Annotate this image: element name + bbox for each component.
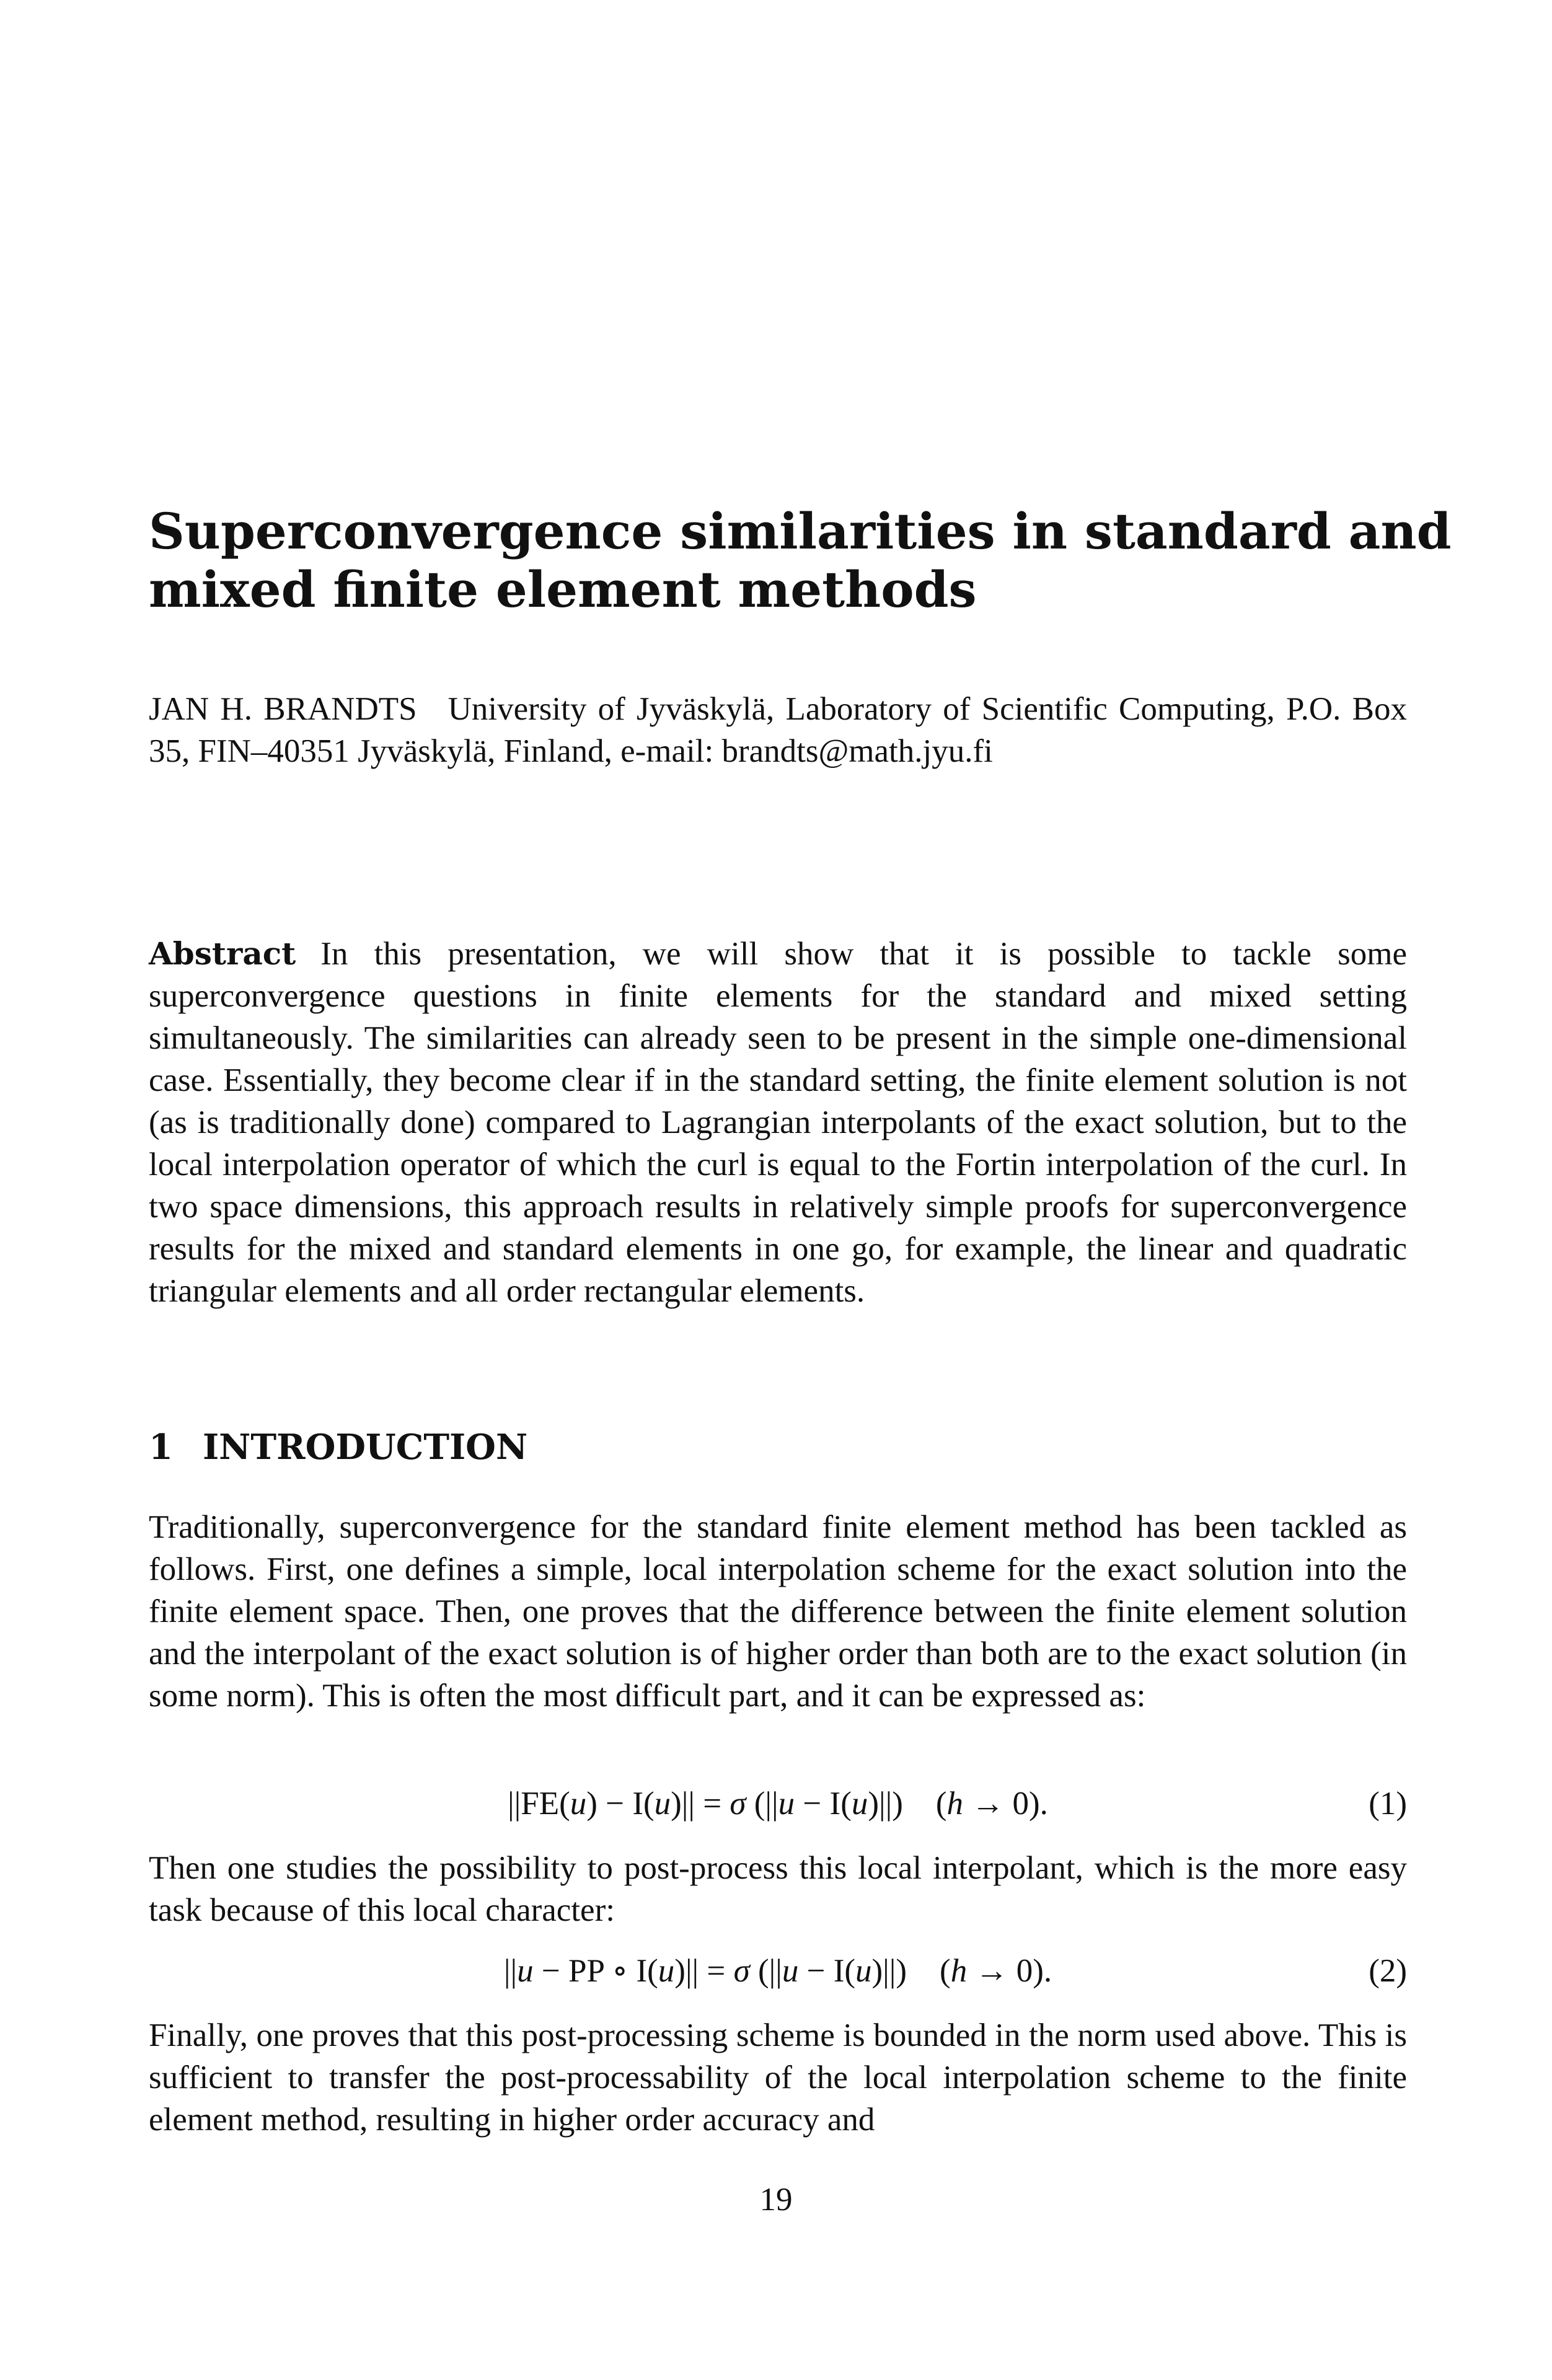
- equation-2: [149, 1950, 1407, 1992]
- abstract-text: In this presentation, we will show that it is possible to tackle some superconvergence questions in finite elements for the standard and mixed setting simultaneously. The similarities can already seen to be present in the simple one-dimensional case. Essentially, they become clear if in the standard setting, the finite element solution is not (as is traditionally done) compared to Lagrangian interpolants of the exact solution, but to the local interpolation operator of which the curl is equal to the Fortin interpolation of the curl. In two space dimensions, this approach results in relatively simple proofs for superconvergence results for the mixed and standard elements in one go, for example, the linear and quadratic triangular elements and all order rectangular elements.: [149, 936, 1407, 1309]
- abstract: [149, 933, 1407, 1312]
- paragraph-1: Traditionally, superconvergence for the standard finite element method has been tackled as follows. First, one defines a simple, local interpolation scheme for the exact solution into the finite element space. Then, one proves that the difference between the finite element solution and the interpolant of the exact solution is of higher order than both are to the exact solution (in some norm). This is often the most difficult part, and it can be expressed as:: [149, 1509, 1407, 1714]
- title-line-1: Superconvergence similarities in standard and: [149, 502, 1452, 560]
- equation-2-expression: ||u − PP ∘ I(u)|| = σ (||u − I(u)||) (h → 0).: [503, 1953, 1052, 1989]
- equation-2-number: (2): [1369, 1953, 1407, 1989]
- paragraph-3: Finally, one proves that this post-processing scheme is bounded in the norm used above. This is sufficient to transfer the post-processability of the local interpolation scheme to the finite element method, resulting in higher order accuracy and: [149, 2017, 1407, 2138]
- author-affiliation: University of Jyväskylä, Laboratory of Scientific Computing, P.O. Box 35, FIN–40351 Jyväskylä, Finland, e-mail: brandts@math.jyu.fi: [149, 691, 1407, 769]
- section-number: 1: [149, 1427, 173, 1468]
- author-name: JAN H. BRANDTS: [149, 691, 417, 727]
- equation-1-expression: ||FE(u) − I(u)|| = σ (||u − I(u)||) (h → 0).: [508, 1786, 1048, 1822]
- paper-title: [149, 502, 1452, 619]
- equation-1: [149, 1783, 1407, 1825]
- title-line-2: mixed finite element methods: [149, 560, 977, 619]
- paragraph-2: Then one studies the possibility to post-process this local interpolant, which is the more easy task because of this local character:: [149, 1850, 1407, 1928]
- equation-1-number: (1): [1369, 1786, 1407, 1822]
- section-title: INTRODUCTION: [202, 1427, 528, 1468]
- page-number: 19: [759, 2182, 793, 2218]
- abstract-label: Abstract: [149, 935, 296, 972]
- section-heading-introduction: [149, 1426, 1407, 1469]
- author-block: [149, 688, 1407, 772]
